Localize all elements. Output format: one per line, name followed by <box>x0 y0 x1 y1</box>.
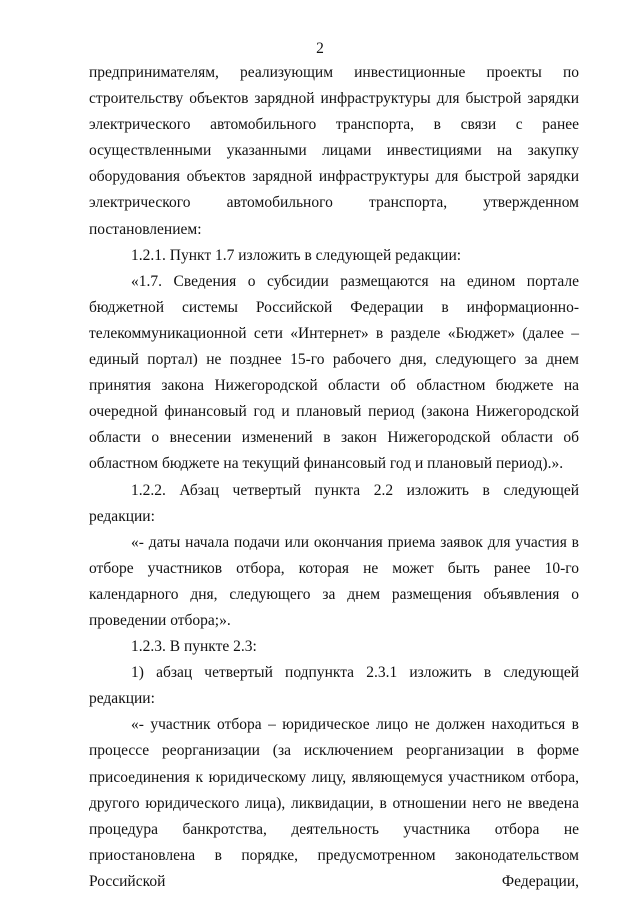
paragraph-subitem-1: 1) абзац четвертый подпункта 2.3.1 изложить в следующей редакции: <box>89 664 579 708</box>
document-body <box>89 60 579 895</box>
paragraph-continuation: предпринимателям, реализующим инвестиционные проекты по строительству объектов зарядной инфраструктуры для быстрой зарядки электрического автомобильного транспорта, в связи с ранее осуществленными указанными лицами инвестициями на закупку оборудования объектов зарядной инфраструктуры для быстрой зарядки электрического автомобильного транспорта, утвержденном постановлением: <box>89 64 579 238</box>
paragraph-quote-participant: «- участник отбора – юридическое лицо не должен находиться в процессе реорганизации (за исключением реорганизации в форме присоединения к юридическому лицу, являющемуся участником отбора, другого юридического лица), ликвидации, в отношении него не введена процедура банкротства, деятельность участника отбора не приостановлена в порядке, предусмотренном законодательством Российской Федерации, <box>89 716 579 890</box>
paragraph-item-1-2-3: 1.2.3. В пункте 2.3: <box>131 638 257 656</box>
paragraph-quote-dates: «- даты начала подачи или окончания приема заявок для участия в отборе участников отбора, которая не может быть ранее 10-го календарного дня, следующего за днем размещения объявления о проведении отбора;». <box>89 533 579 629</box>
page-number: 2 <box>316 40 324 57</box>
paragraph-quote-1-7: «1.7. Сведения о субсидии размещаются на едином портале бюджетной системы Российской Федерации в информационно-телекоммуникационной сети «Интернет» в разделе «Бюджет» (далее – единый портал) не позднее 15-го рабочего дня, следующего за днем принятия закона Нижегородской области об областном бюджете на очередной финансовый год и плановый период (закона Нижегородской области о внесении изменений в закон Нижегородской области об областном бюджете на текущий финансовый год и плановый период).». <box>89 272 579 473</box>
paragraph-item-1-2-2: 1.2.2. Абзац четвертый пункта 2.2 изложить в следующей редакции: <box>89 481 579 525</box>
paragraph-item-1-2-1: 1.2.1. Пункт 1.7 изложить в следующей редакции: <box>131 246 462 264</box>
